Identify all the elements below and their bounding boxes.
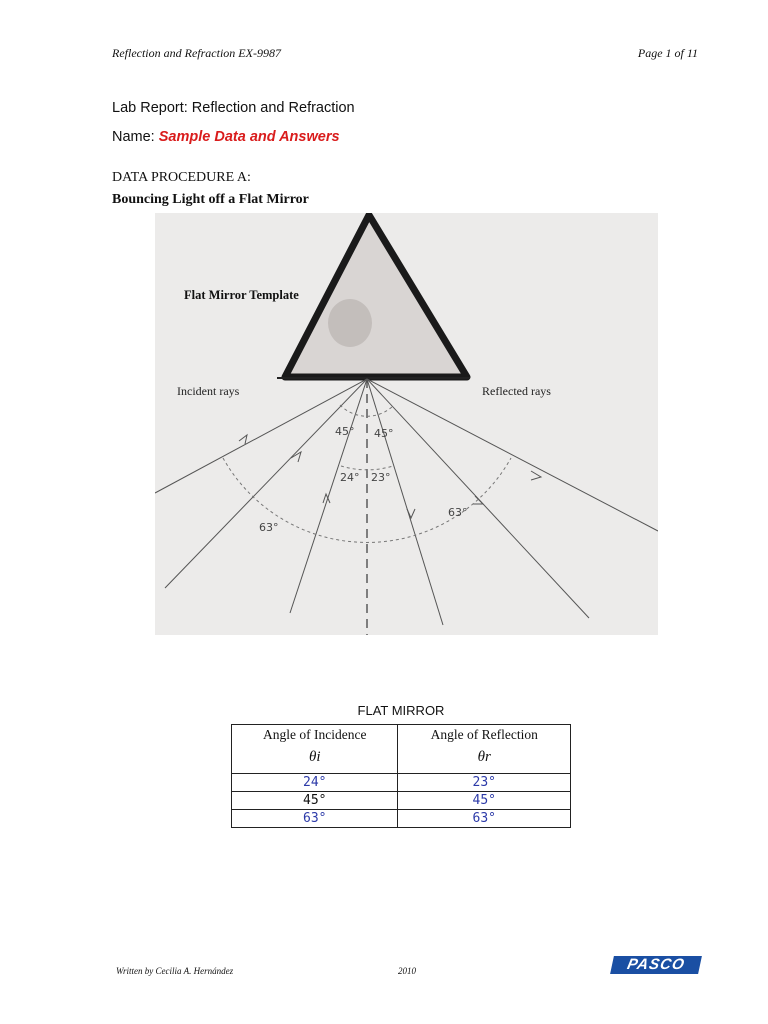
header-document-title: Reflection and Refraction EX-9987 — [112, 46, 281, 60]
table-row — [232, 810, 571, 828]
angle-45-right: 45° — [374, 427, 394, 440]
reflected-label: Reflected rays — [482, 384, 551, 398]
incidence-cell: 63° — [232, 810, 398, 828]
angle-45-left: 45° — [335, 425, 355, 438]
name-row — [112, 129, 340, 145]
col-incidence-label: Angle of Incidence — [263, 727, 367, 742]
incidence-cell: 24° — [232, 774, 398, 792]
table-header-row — [232, 725, 571, 774]
angle-63-right: 63° — [448, 506, 468, 519]
template-shading — [328, 299, 372, 347]
col-reflection-label: Angle of Reflection — [430, 727, 538, 742]
pasco-logo: PASCO — [610, 956, 702, 974]
footer-year: 2010 — [398, 966, 416, 976]
name-value: Sample Data and Answers — [158, 129, 340, 145]
name-label: Name: — [112, 129, 155, 145]
procedure-label: DATA PROCEDURE A: — [112, 170, 251, 185]
mirror-diagram-photo — [155, 213, 658, 635]
col-reflection-header — [398, 725, 571, 774]
col-incidence-symbol: θi — [308, 749, 321, 765]
col-reflection-symbol: θr — [477, 749, 491, 765]
reflection-cell: 23° — [398, 774, 571, 792]
reflection-cell: 63° — [398, 810, 571, 828]
angle-23: 23° — [371, 471, 391, 484]
table-row — [232, 774, 571, 792]
header-page-number: Page 1 of 11 — [637, 46, 698, 60]
reflection-cell: 45° — [398, 792, 571, 810]
footer-author: Written by Cecilia A. Hernández — [116, 966, 234, 976]
report-title: Lab Report: Reflection and Refraction — [112, 100, 355, 116]
col-incidence-header — [232, 725, 398, 774]
incidence-cell: 45° — [232, 792, 398, 810]
procedure-subtitle: Bouncing Light off a Flat Mirror — [112, 192, 309, 207]
table-row — [232, 792, 571, 810]
angle-63-left: 63° — [259, 521, 279, 534]
template-label: Flat Mirror Template — [184, 288, 299, 302]
table-title: FLAT MIRROR — [357, 703, 445, 718]
incident-label: Incident rays — [177, 384, 240, 398]
angle-24: 24° — [340, 471, 360, 484]
flat-mirror-table — [231, 724, 571, 828]
